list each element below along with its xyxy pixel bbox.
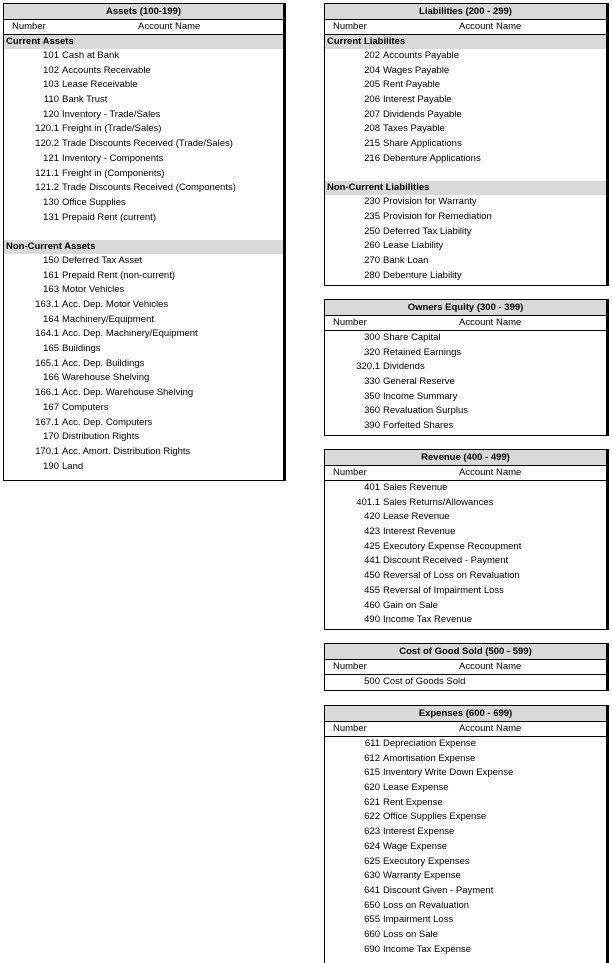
account-number: 205: [364, 79, 380, 91]
account-number: 270: [364, 254, 380, 266]
account-row: [325, 752, 606, 767]
account-row: [325, 78, 606, 93]
account-row: [4, 342, 283, 357]
account-row: [4, 416, 283, 431]
account-row: [4, 283, 283, 298]
account-name: Debenture Liability: [383, 269, 462, 281]
account-number: 120.2: [35, 138, 59, 150]
number-header: Number: [333, 21, 367, 32]
account-name-header: Account Name: [459, 317, 522, 328]
account-name: Taxes Payable: [383, 123, 445, 135]
column-header: [325, 660, 606, 675]
account-name: Office Supplies Expense: [383, 811, 487, 823]
account-number: 623: [364, 826, 380, 838]
revenue-title: Revenue (400 - 499): [325, 450, 606, 466]
account-row: [325, 152, 606, 167]
account-number: 615: [364, 767, 380, 779]
account-number: 660: [364, 928, 380, 940]
account-number: 166.1: [35, 387, 59, 399]
account-row: [325, 869, 606, 884]
account-row: [4, 137, 283, 152]
current-assets-heading: Current Assets: [4, 35, 283, 49]
account-number: 102: [43, 64, 59, 76]
account-number: 166: [43, 372, 59, 384]
account-number: 330: [364, 376, 380, 388]
expenses-title: Expenses (600 - 699): [325, 706, 606, 722]
account-name: Income Summary: [383, 390, 458, 402]
account-row: [325, 855, 606, 870]
account-row: [325, 913, 606, 928]
account-row: [325, 390, 606, 405]
account-name: Distribution Rights: [62, 431, 140, 443]
account-row: [325, 613, 606, 628]
account-row: [4, 460, 283, 475]
account-number: 320: [364, 346, 380, 358]
account-row: [325, 137, 606, 152]
account-name: Gain on Sale: [383, 599, 438, 611]
account-row: [4, 122, 283, 137]
account-name: Inventory - Trade/Sales: [62, 108, 161, 120]
account-row: [4, 313, 283, 328]
account-name: Office Supplies: [62, 196, 126, 208]
account-row: [4, 181, 283, 196]
account-number: 161: [43, 269, 59, 281]
account-name: Inventory Write Down Expense: [383, 767, 514, 779]
account-number: 120.1: [35, 123, 59, 135]
account-number: 300: [364, 332, 380, 343]
expenses-table: [324, 705, 609, 963]
account-number: 208: [364, 123, 380, 135]
account-row: [4, 64, 283, 79]
account-name-header: Account Name: [459, 467, 522, 478]
account-row: [325, 93, 606, 108]
account-row: [4, 327, 283, 342]
account-number: 204: [364, 64, 380, 76]
account-name: Rent Payable: [383, 79, 441, 91]
account-number: 167.1: [35, 416, 59, 428]
account-number: 390: [364, 420, 380, 432]
account-row: [325, 766, 606, 781]
account-name: Share Applications: [383, 138, 462, 150]
account-row: [325, 254, 606, 269]
account-number: 165: [43, 343, 59, 355]
account-row: [4, 78, 283, 93]
account-number: 170: [43, 431, 59, 443]
non-current-assets-heading: Non-Current Assets: [4, 240, 283, 254]
account-row: [4, 108, 283, 123]
account-name: Provision for Remediation: [383, 210, 492, 222]
account-name: Reversal of Impairment Loss: [383, 584, 504, 596]
account-row: [325, 569, 606, 584]
account-name: Prepaid Rent (current): [62, 211, 156, 223]
account-number: 641: [364, 884, 380, 896]
account-number: 230: [364, 196, 380, 208]
account-name: Deferred Tax Liability: [383, 225, 472, 237]
number-header: Number: [333, 661, 367, 672]
number-header: Number: [333, 317, 367, 328]
account-number: 360: [364, 405, 380, 417]
account-number: 216: [364, 152, 380, 164]
cogs-table: [324, 643, 609, 691]
account-name: Freight in (Components): [62, 167, 165, 179]
account-name-header: Account Name: [459, 723, 522, 734]
account-number: 130: [43, 196, 59, 208]
account-number: 131: [43, 211, 59, 223]
account-name: Bank Trust: [62, 94, 108, 106]
account-number: 167: [43, 401, 59, 413]
owners-equity-list: [325, 331, 606, 434]
account-name: Discount Given - Payment: [383, 884, 494, 896]
non-current-assets-list: [4, 254, 283, 474]
account-row: [4, 93, 283, 108]
account-name: Provision for Warranty: [383, 196, 477, 208]
account-name: Income Tax Expense: [383, 943, 472, 955]
account-number: 650: [364, 899, 380, 911]
account-row: [325, 122, 606, 137]
account-row: [4, 401, 283, 416]
liabilities-title: Liabilities (200 - 299): [325, 4, 606, 20]
expenses-list: [325, 737, 606, 957]
account-row: [325, 540, 606, 555]
account-number: 120: [43, 108, 59, 120]
account-name: Computers: [62, 401, 109, 413]
account-row: [325, 510, 606, 525]
cogs-list: [325, 675, 606, 690]
account-number: 655: [364, 914, 380, 926]
cogs-title: Cost of Good Sold (500 - 599): [325, 644, 606, 660]
account-number: 500: [364, 676, 380, 687]
account-name: Wage Expense: [383, 840, 448, 852]
account-name: Share Capital: [383, 332, 441, 343]
current-assets-list: [4, 49, 283, 225]
account-number: 121.2: [35, 182, 59, 194]
account-row: [325, 928, 606, 943]
account-name: Cost of Goods Sold: [383, 676, 466, 687]
account-name: Dividends Payable: [383, 108, 462, 120]
account-name: Inventory - Components: [62, 152, 164, 164]
owners-equity-title: Owners Equity (300 - 399): [325, 300, 606, 316]
account-number: 235: [364, 210, 380, 222]
account-name: Loss on Revaluation: [383, 899, 470, 911]
account-number: 611: [364, 738, 380, 749]
column-header: [325, 722, 606, 737]
account-name: Depreciation Expense: [383, 738, 476, 749]
account-row: [4, 371, 283, 386]
account-name: Land: [62, 460, 84, 472]
account-number: 110: [43, 94, 59, 106]
account-number: 164.1: [35, 328, 59, 340]
account-number: 425: [364, 540, 380, 552]
account-name: Accounts Receivable: [62, 64, 151, 76]
account-number: 620: [364, 782, 380, 794]
account-name: Accounts Payable: [383, 50, 460, 61]
account-row: [325, 481, 606, 496]
account-name: Forfeited Shares: [383, 420, 454, 432]
account-number: 163: [43, 284, 59, 296]
account-row: [4, 167, 283, 182]
account-row: [4, 298, 283, 313]
account-row: [325, 346, 606, 361]
account-number: 101: [43, 50, 59, 61]
account-name: Acc. Amort. Distribution Rights: [62, 445, 191, 457]
account-name: Freight in (Trade/Sales): [62, 123, 162, 135]
account-row: [325, 239, 606, 254]
account-row: [4, 211, 283, 226]
account-row: [325, 899, 606, 914]
account-name: Prepaid Rent (non-current): [62, 269, 175, 281]
account-name: Revaluation Surplus: [383, 405, 469, 417]
number-header: Number: [333, 723, 367, 734]
account-number: 202: [364, 50, 380, 61]
account-number: 207: [364, 108, 380, 120]
account-row: [325, 884, 606, 899]
account-row: [4, 430, 283, 445]
account-name: Dividends: [383, 361, 425, 373]
account-name: Interest Revenue: [383, 526, 456, 538]
account-name: Debenture Applications: [383, 152, 481, 164]
account-number: 165.1: [35, 357, 59, 369]
account-number: 450: [364, 570, 380, 582]
account-number: 164: [43, 313, 59, 325]
account-name: General Reserve: [383, 376, 455, 388]
account-row: [325, 64, 606, 79]
account-row: [325, 49, 606, 64]
revenue-table: [324, 449, 609, 630]
owners-equity-table: [324, 299, 609, 436]
account-row: [325, 840, 606, 855]
account-number: 420: [364, 511, 380, 523]
account-number: 215: [364, 138, 380, 150]
account-number: 103: [43, 79, 59, 91]
account-row: [325, 796, 606, 811]
account-row: [4, 254, 283, 269]
account-row: [325, 331, 606, 346]
account-name: Executory Expense Recoupment: [383, 540, 522, 552]
account-name: Discount Received - Payment: [383, 555, 509, 567]
number-header: Number: [12, 21, 46, 32]
account-number: 624: [364, 840, 380, 852]
account-row: [325, 108, 606, 123]
account-name: Sales Returns/Allowances: [383, 496, 494, 508]
account-number: 150: [43, 254, 59, 266]
account-row: [325, 496, 606, 511]
account-name: Impairment Loss: [383, 914, 454, 926]
liabilities-table: [324, 3, 609, 286]
account-name-header: Account Name: [459, 661, 522, 672]
assets-title: Assets (100-199): [4, 4, 283, 20]
account-number: 121: [43, 152, 59, 164]
non-current-liabilities-heading: Non-Current Liabilities: [325, 181, 606, 195]
account-number: 490: [364, 614, 380, 626]
account-number: 625: [364, 855, 380, 867]
account-name: Retained Earnings: [383, 346, 462, 358]
account-row: [325, 599, 606, 614]
account-number: 320.1: [356, 361, 380, 373]
account-row: [325, 525, 606, 540]
account-name-header: Account Name: [459, 21, 522, 32]
account-row: [325, 737, 606, 752]
account-name: Acc. Dep. Buildings: [62, 357, 145, 369]
account-number: 441: [364, 555, 380, 567]
account-row: [4, 152, 283, 167]
account-number: 260: [364, 240, 380, 252]
account-row: [325, 825, 606, 840]
account-row: [325, 419, 606, 434]
account-row: [325, 675, 606, 690]
account-name: Income Tax Revenue: [383, 614, 473, 626]
account-row: [325, 195, 606, 210]
account-row: [4, 196, 283, 211]
account-row: [4, 49, 283, 64]
account-name: Warehouse Shelving: [62, 372, 150, 384]
account-name: Acc. Dep. Warehouse Shelving: [62, 387, 194, 399]
account-number: 622: [364, 811, 380, 823]
current-liabilities-heading: Current Liabilites: [325, 35, 606, 49]
account-name: Lease Expense: [383, 782, 449, 794]
number-header: Number: [333, 467, 367, 478]
account-row: [325, 554, 606, 569]
column-header: [325, 316, 606, 331]
account-name: Trade Discounts Received (Trade/Sales): [62, 138, 233, 150]
account-row: [325, 404, 606, 419]
account-name: Acc. Dep. Motor Vehicles: [62, 299, 169, 310]
account-number: 121.1: [35, 167, 59, 179]
account-number: 250: [364, 225, 380, 237]
account-row: [325, 375, 606, 390]
account-row: [325, 210, 606, 225]
account-number: 163.1: [35, 299, 59, 310]
account-number: 690: [364, 943, 380, 955]
account-name: Lease Liability: [383, 240, 444, 252]
account-number: 190: [43, 460, 59, 472]
account-name: Amortisation Expense: [383, 752, 476, 764]
account-name-header: Account Name: [138, 21, 201, 32]
assets-table: [3, 3, 286, 481]
account-name: Motor Vehicles: [62, 284, 125, 296]
account-number: 612: [364, 752, 380, 764]
account-row: [325, 584, 606, 599]
account-name: Sales Revenue: [383, 482, 448, 493]
account-row: [4, 445, 283, 460]
account-row: [4, 386, 283, 401]
account-name: Machinery/Equipment: [62, 313, 154, 325]
account-name: Loss on Sale: [383, 928, 438, 940]
non-current-liabilities-list: [325, 195, 606, 283]
column-header: [325, 466, 606, 481]
revenue-list: [325, 481, 606, 628]
account-number: 206: [364, 94, 380, 106]
account-name: Trade Discounts Received (Components): [62, 182, 236, 194]
account-name: Cash at Bank: [62, 50, 120, 61]
account-name: Warranty Expense: [383, 870, 461, 882]
account-name: Interest Payable: [383, 94, 452, 106]
account-name: Rent Expense: [383, 796, 443, 808]
account-name: Executory Expenses: [383, 855, 470, 867]
account-row: [325, 810, 606, 825]
account-name: Reversal of Loss on Revaluation: [383, 570, 520, 582]
account-number: 460: [364, 599, 380, 611]
account-name: Bank Loan: [383, 254, 429, 266]
account-number: 630: [364, 870, 380, 882]
account-name: Lease Receivable: [62, 79, 138, 91]
account-row: [325, 943, 606, 958]
account-name: Acc. Dep. Machinery/Equipment: [62, 328, 198, 340]
account-name: Interest Expense: [383, 826, 455, 838]
account-name: Acc. Dep. Computers: [62, 416, 153, 428]
account-number: 423: [364, 526, 380, 538]
account-row: [325, 269, 606, 284]
account-row: [325, 781, 606, 796]
account-number: 401.1: [356, 496, 380, 508]
account-number: 350: [364, 390, 380, 402]
column-header: [4, 20, 283, 35]
account-row: [325, 360, 606, 375]
account-row: [325, 225, 606, 240]
account-number: 621: [364, 796, 380, 808]
account-row: [4, 269, 283, 284]
account-row: [4, 357, 283, 372]
account-name: Lease Revenue: [383, 511, 450, 523]
account-number: 280: [364, 269, 380, 281]
account-number: 401: [364, 482, 380, 493]
account-number: 170.1: [35, 445, 59, 457]
account-name: Deferred Tax Asset: [62, 254, 143, 266]
column-header: [325, 20, 606, 35]
account-number: 455: [364, 584, 380, 596]
account-name: Wages Payable: [383, 64, 450, 76]
account-name: Buildings: [62, 343, 101, 355]
current-liabilities-list: [325, 49, 606, 167]
